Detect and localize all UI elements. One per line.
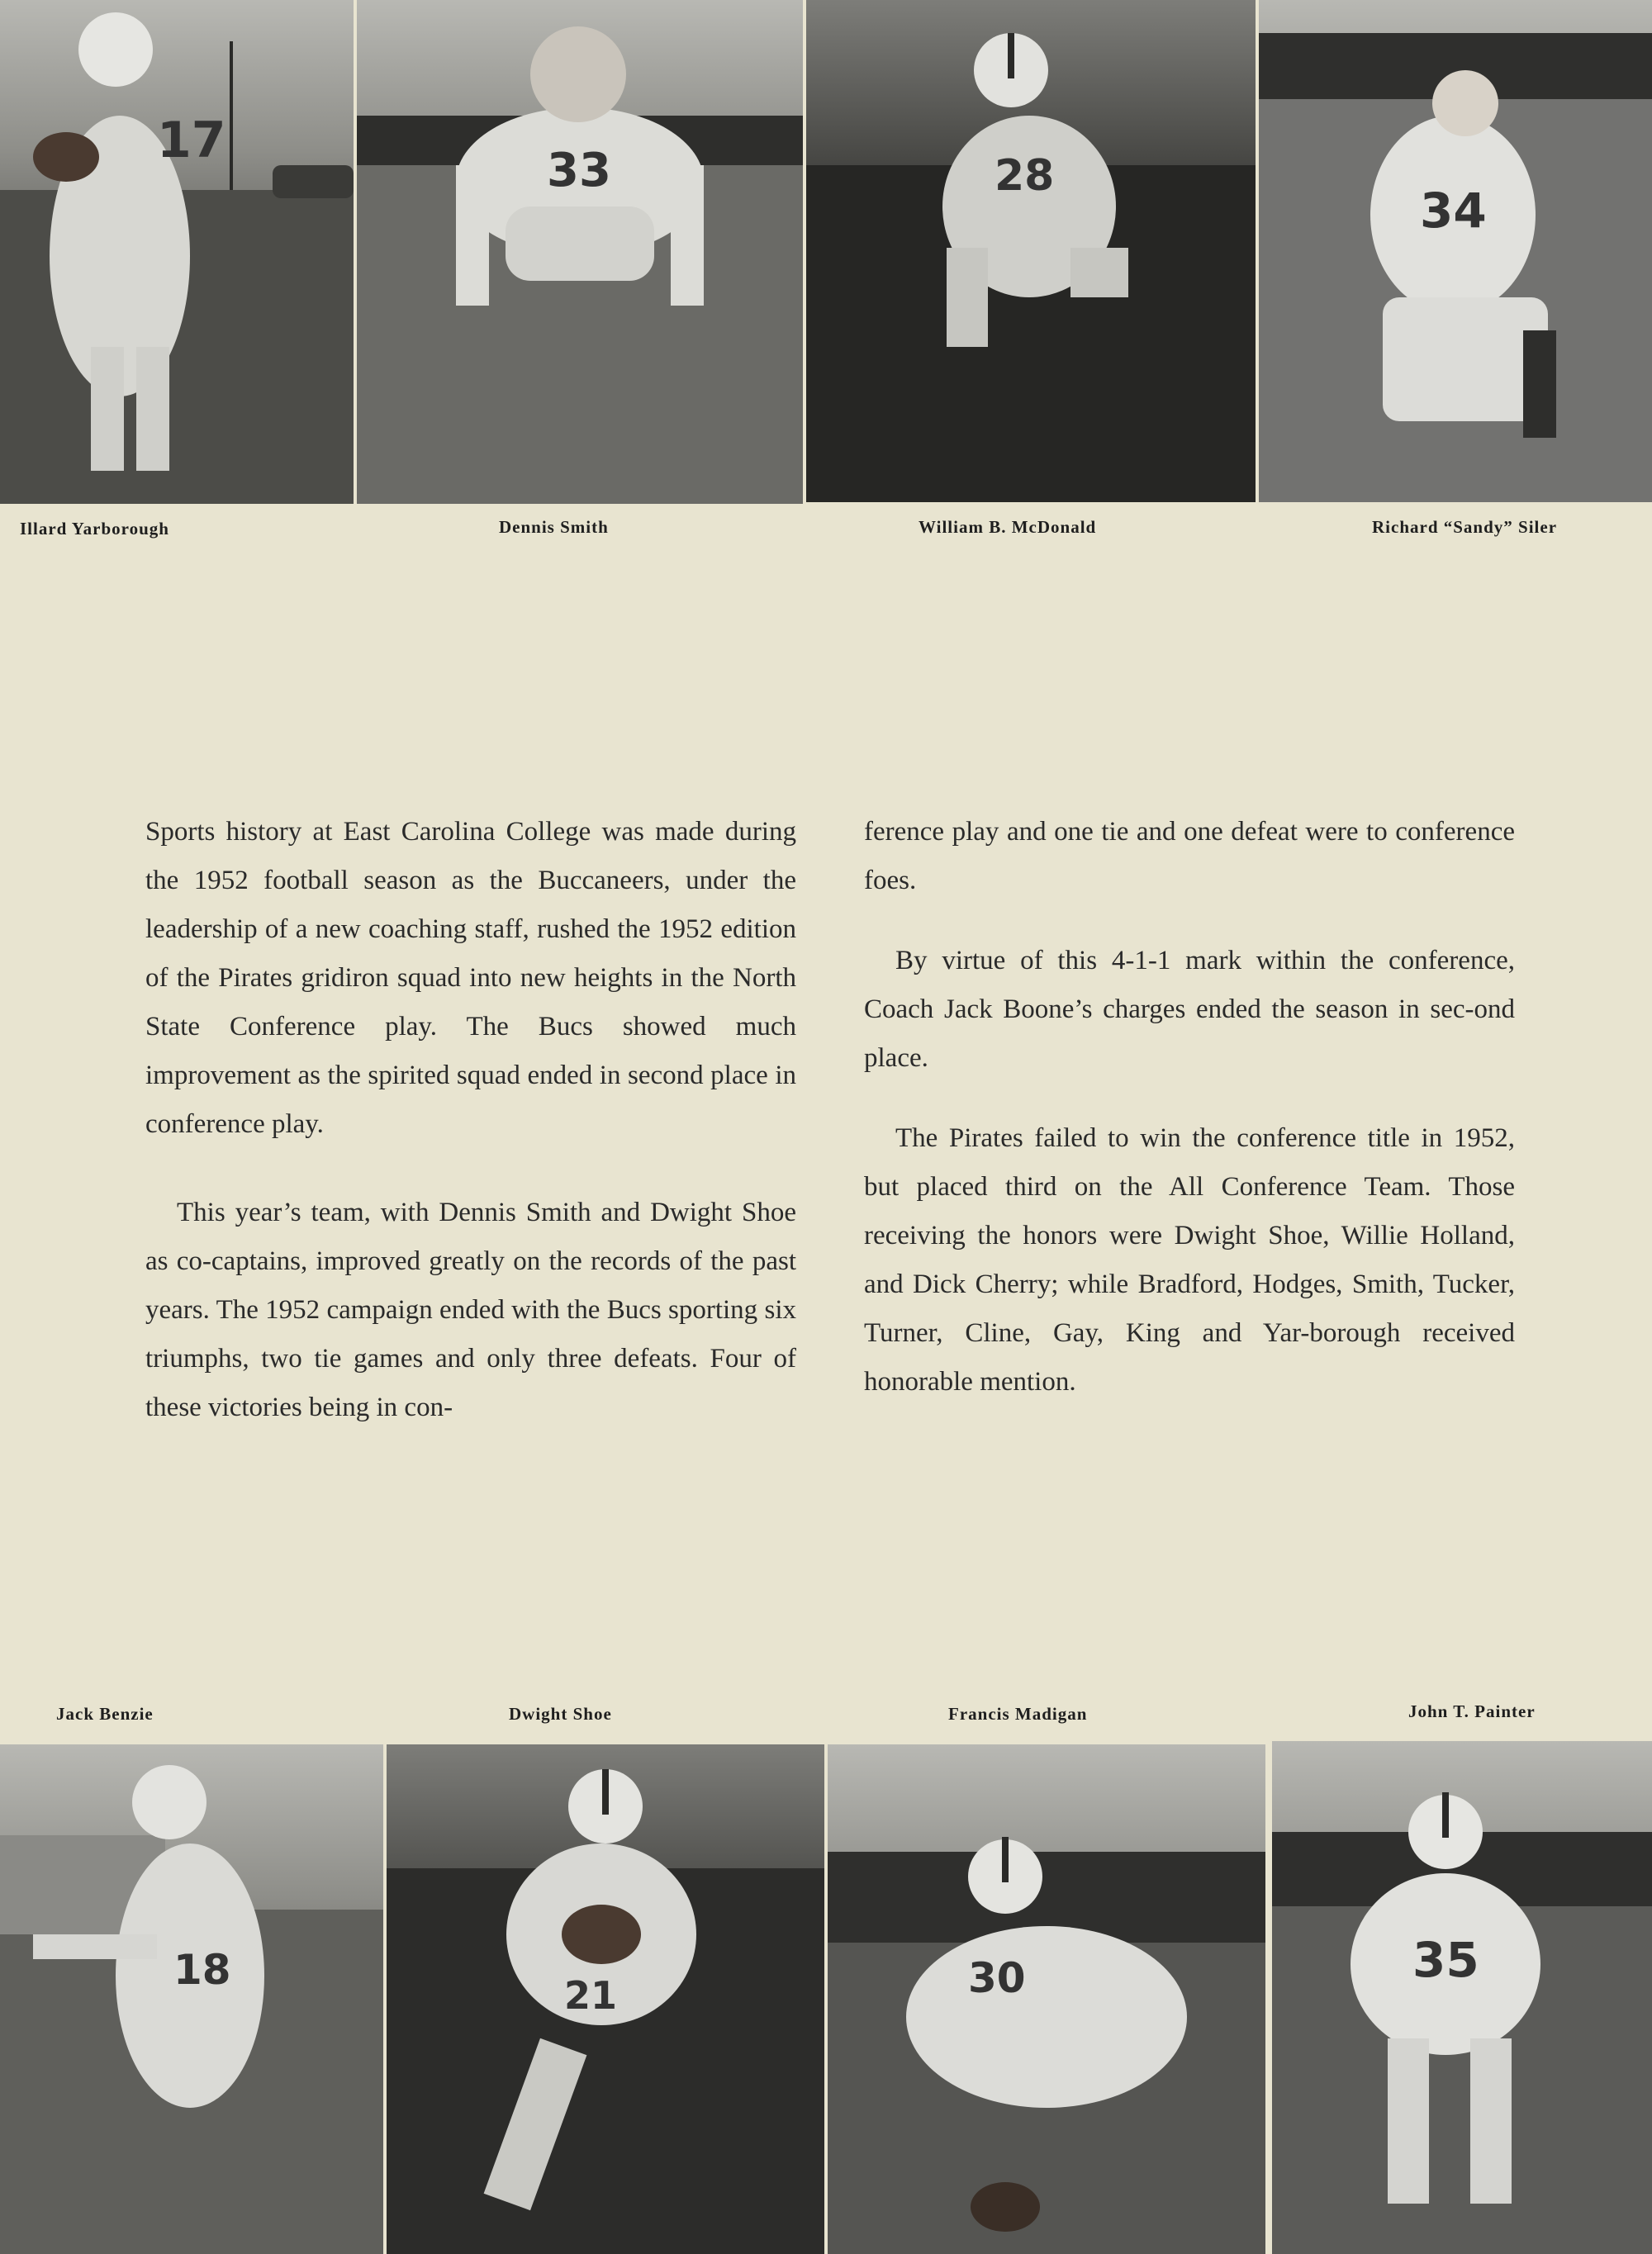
caption-benzie: Jack Benzie	[56, 1704, 154, 1724]
player-figure	[0, 1744, 383, 2254]
player-figure	[1259, 0, 1652, 502]
player-figure	[806, 0, 1256, 502]
photo-painter	[1272, 1741, 1652, 2254]
svg-text:33: 33	[547, 144, 611, 197]
paragraph: ference play and one tie and one defeat were to conference foes.	[864, 817, 1515, 895]
photo-mcdonald	[806, 0, 1256, 502]
photo-benzie	[0, 1744, 383, 2254]
svg-text:30: 30	[968, 1954, 1026, 2002]
caption-siler: Richard “Sandy” Siler	[1372, 517, 1558, 537]
paragraph: This year’s team, with Dennis Smith and Dwight Shoe as co-captains, improved greatly on the records of the past years. The 1952 campaign ended with the Bucs sporting six triumphs, two tie games and only three defeats. Four of these victories being in con-	[145, 1198, 796, 1422]
svg-text:21: 21	[564, 1973, 618, 2018]
photo-siler	[1259, 0, 1652, 502]
player-figure	[0, 0, 354, 504]
svg-text:18: 18	[173, 1946, 231, 1994]
player-figure	[387, 1744, 824, 2254]
caption-mcdonald: William B. McDonald	[919, 517, 1097, 537]
paragraph: The Pirates failed to win the conference title in 1952, but placed third on the All Conference Team. Those receiving the honors were Dwight Shoe, Willie Holland, and Dick Cherry; while Bradford, Hodges, Smith, Tucker, Turner, Cline, Gay, King and Yar-borough received honorable mention.	[864, 1123, 1515, 1397]
paragraph: By virtue of this 4-1-1 mark within the conference, Coach Jack Boone’s charges ended the season in sec-ond place.	[864, 946, 1515, 1073]
article-right-column	[864, 808, 1515, 1407]
caption-yarborough: Illard Yarborough	[20, 519, 169, 539]
svg-text:28: 28	[995, 151, 1055, 201]
player-figure	[357, 0, 803, 504]
article-left-column	[145, 808, 796, 1432]
caption-painter: John T. Painter	[1408, 1701, 1536, 1721]
photo-smith	[357, 0, 803, 504]
photo-madigan	[828, 1744, 1265, 2254]
player-figure	[828, 1744, 1265, 2254]
photo-yarborough	[0, 0, 354, 504]
svg-text:35: 35	[1412, 1932, 1479, 1988]
svg-text:34: 34	[1420, 183, 1487, 239]
caption-smith: Dennis Smith	[499, 517, 609, 537]
player-figure	[1272, 1741, 1652, 2254]
paragraph: Sports history at East Carolina College was made during the 1952 football season as the Buccaneers, under the leadership of a new coaching staff, rushed the 1952 edition of the Pirates gridiron squad into new heights in the North State Conference play. The Bucs showed much improvement as the spirited squad ended in second place in conference play.	[145, 817, 796, 1139]
caption-shoe: Dwight Shoe	[509, 1704, 612, 1724]
photo-shoe	[387, 1744, 824, 2254]
caption-madigan: Francis Madigan	[948, 1704, 1088, 1724]
svg-text:17: 17	[157, 112, 226, 169]
